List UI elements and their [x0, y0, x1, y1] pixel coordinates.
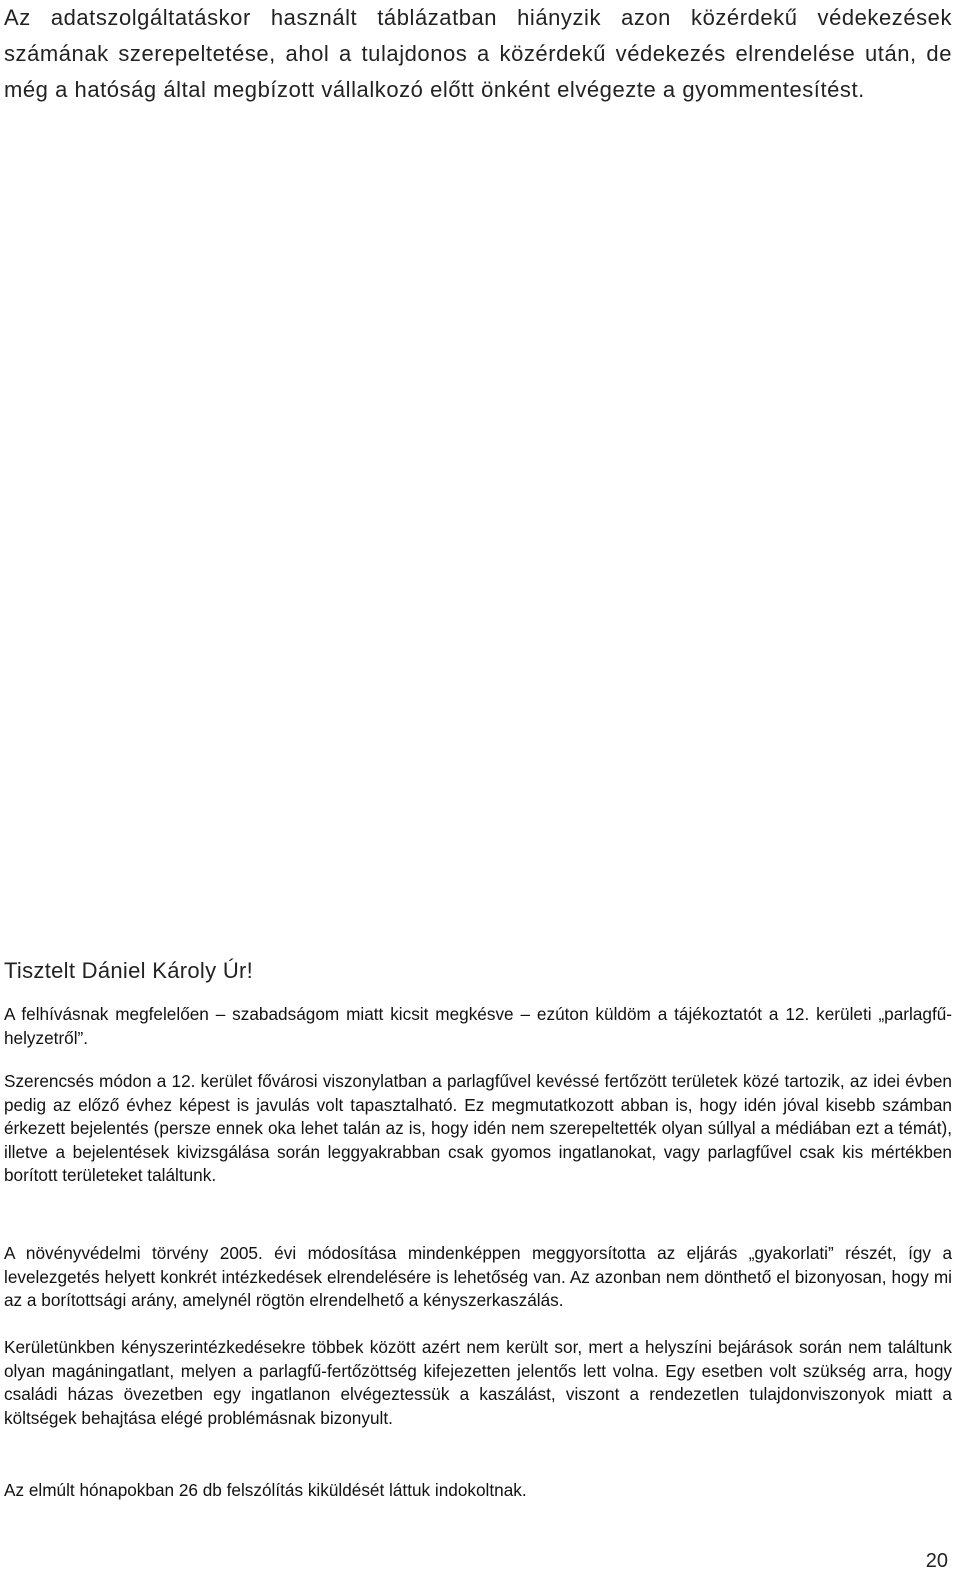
intro-paragraph: Az adatszolgáltatáskor használt táblázatban hiányzik azon közérdekű védekezések számának szerepeltetése, ahol a tulajdonos a közérdekű védekezés elrendelése után, de még a hatóság által megbízott vállalkozó előtt önként elvégezte a gyommentesítést. [4, 5, 952, 102]
letter-paragraph-5: Az elmúlt hónapokban 26 db felszólítás kiküldését láttuk indokoltnak. [4, 1480, 527, 1500]
letter-salutation: Tisztelt Dániel Károly Úr! [4, 958, 254, 983]
letter-paragraph-3: A növényvédelmi törvény 2005. évi módosítása mindenképpen meggyorsította az eljárás „gyakorlati” részét, így a levelezgetés helyett konkrét intézkedések elrendelésére is lehetőség van. Az azonban nem dönthető el bizonyosan, hogy mi az a borítottsági arány, amelynél rögtön elrendelhető a kényszerkaszálás. [4, 1243, 952, 1311]
letter-paragraph-4: Kerületünkben kényszerintézkedésekre többek között azért nem került sor, mert a helyszíni bejárások során nem találtunk olyan magáningatlant, melyen a parlagfű-fertőzöttség kifejezetten jelentős lett volna. Egy esetben volt szükség arra, hogy családi házas övezetben egy ingatlanon elvégeztessük a kaszálást, viszont a rendezetlen tulajdonviszonyok miatt a költségek behajtása elégé problémásnak bizonyult. [4, 1337, 952, 1428]
letter-paragraph-1: A felhívásnak megfelelően – szabadságom miatt kicsit megkésve – ezúton küldöm a tájékoztatót a 12. kerületi „parlagfű-helyzetről”. [4, 1004, 952, 1048]
letter-paragraph-2: Szerencsés módon a 12. kerület fővárosi viszonylatban a parlagfűvel kevéssé fertőzött területek közé tartozik, az idei évben pedig az előző évhez képest is javulás volt tapasztalható. Ez megmutatkozott abban is, hogy idén jóval kisebb számban érkezett bejelentés (persze ennek oka lehet talán az is, hogy idén nem szerepeltették olyan súllyal a médiában ezt a témát), illetve a bejelentések kivizsgálása során leggyakrabban csak gyomos ingatlanokat, vagy parlagfűvel csak kis mértékben borított területeket találtunk. [4, 1071, 952, 1186]
page-number: 20 [925, 1550, 948, 1572]
